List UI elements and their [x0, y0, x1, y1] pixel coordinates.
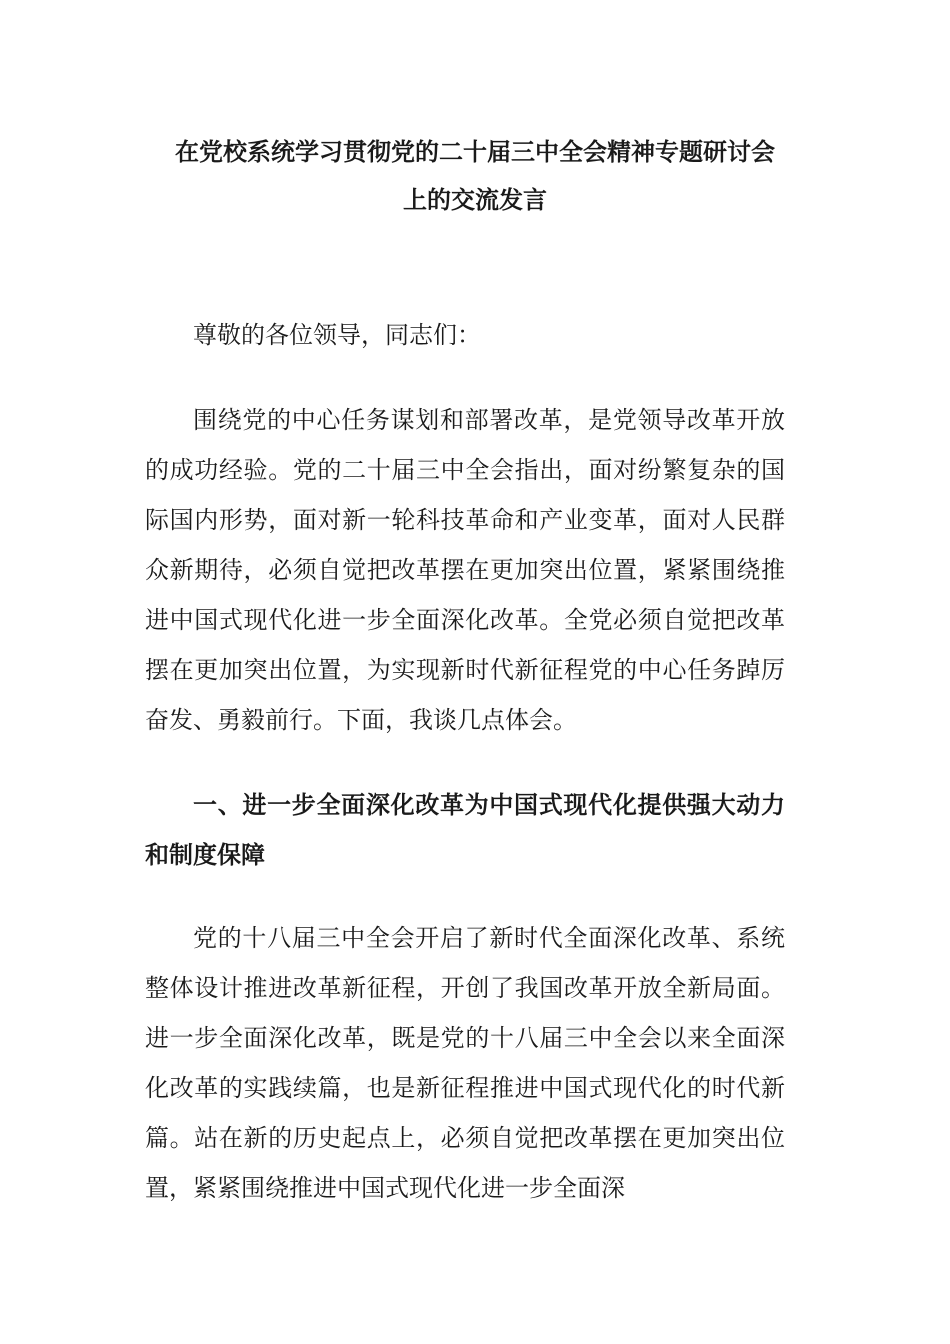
- greeting: 尊敬的各位领导，同志们：: [193, 321, 481, 349]
- document-body: [145, 310, 785, 1213]
- document-title: [140, 128, 810, 224]
- title-line-2: 上的交流发言: [403, 186, 547, 214]
- paragraph-intro: 围绕党的中心任务谋划和部署改革，是党领导改革开放的成功经验。党的二十届三中全会指出，面对纷繁复杂的国际国内形势，面对新一轮科技革命和产业变革，面对人民群众新期待，必须自觉把改革摆在更加突出位置，紧紧围绕推进中国式现代化进一步全面深化改革。全党必须自觉把改革摆在更加突出位置，为实现新时代新征程党的中心任务踔厉奋发、勇毅前行。下面，我谈几点体会。: [145, 406, 785, 734]
- paragraph-section-1: 党的十八届三中全会开启了新时代全面深化改革、系统整体设计推进改革新征程，开创了我国改革开放全新局面。进一步全面深化改革，既是党的十八届三中全会以来全面深化改革的实践续篇，也是新征程推进中国式现代化的时代新篇。站在新的历史起点上，必须自觉把改革摆在更加突出位置，紧紧围绕推进中国式现代化进一步全面深: [145, 924, 785, 1202]
- title-line-1: 在党校系统学习贯彻党的二十届三中全会精神专题研讨会: [175, 138, 775, 166]
- section-heading-1: 一、进一步全面深化改革为中国式现代化提供强大动力和制度保障: [145, 791, 785, 869]
